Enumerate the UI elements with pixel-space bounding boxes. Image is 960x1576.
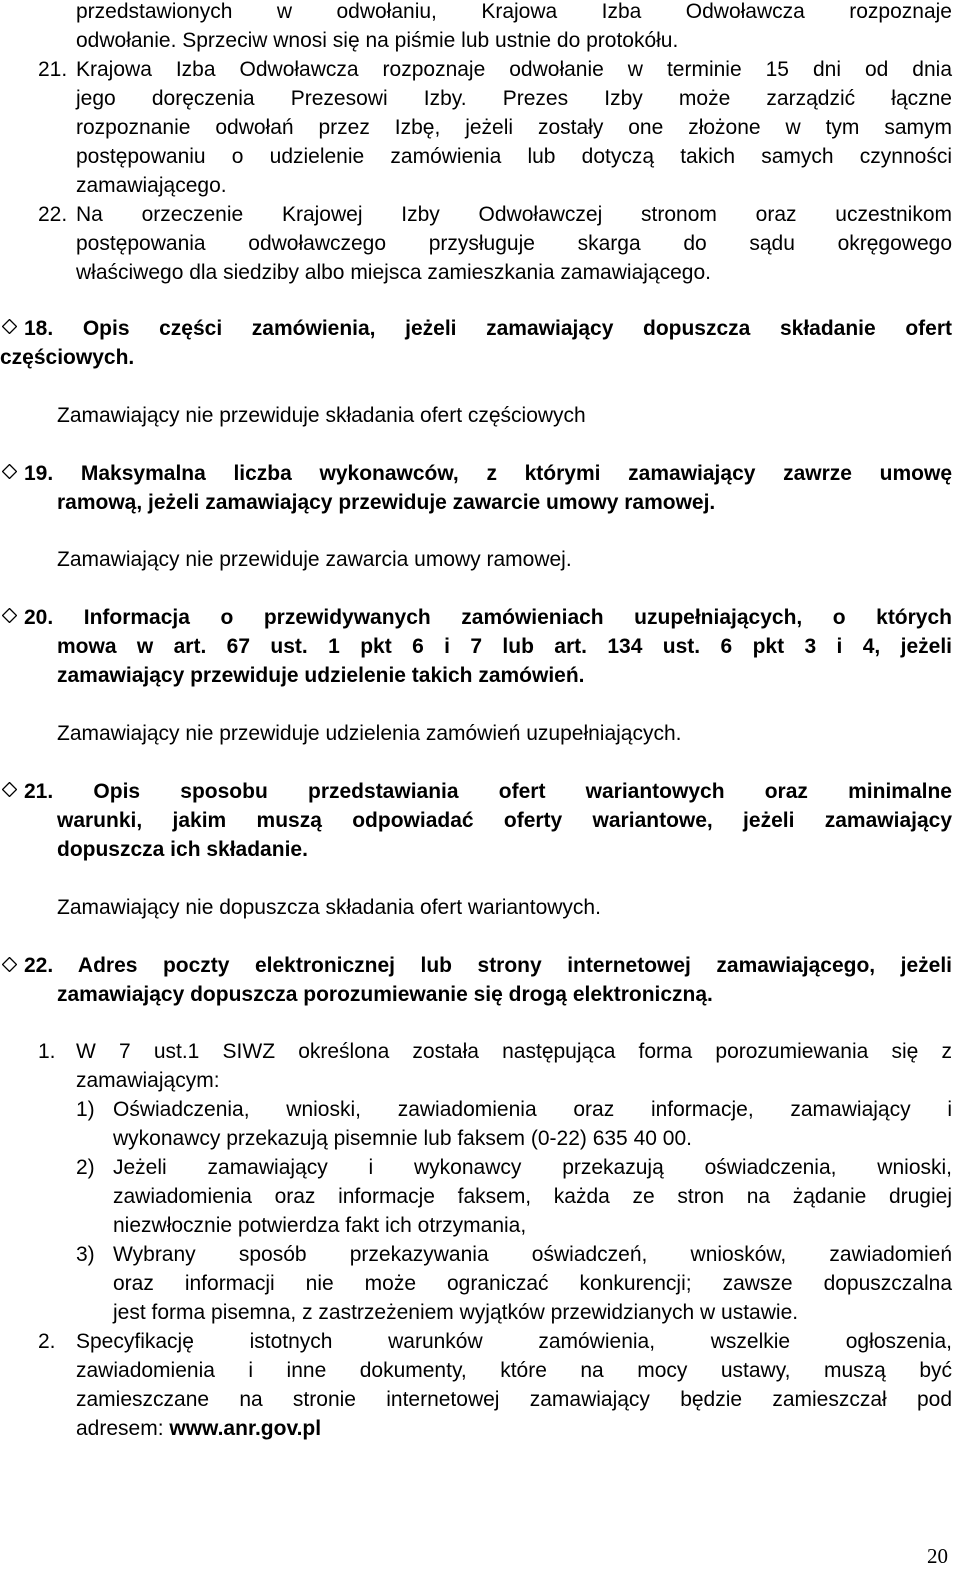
section-body: Zamawiający nie przewiduje zawarcia umowy ramowej.: [57, 548, 572, 571]
paragraph-line: postępowaniu o udzielenie zamówienia lub dotyczą takich samych czynności: [76, 145, 952, 168]
diamond-bullet-icon: [2, 464, 17, 479]
sublist-number: 3): [76, 1243, 95, 1266]
paragraph-line: Wybrany sposób przekazywania oświadczeń, wniosków, zawiadomień: [113, 1243, 952, 1266]
paragraph-line: właściwego dla siedziby albo miejsca zamieszkania zamawiającego.: [76, 261, 711, 284]
paragraph-line: Specyfikację istotnych warunków zamówienia, wszelkie ogłoszenia,: [76, 1330, 952, 1353]
section-body: Zamawiający nie przewiduje udzielenia zamówień uzupełniających.: [57, 722, 682, 745]
paragraph-line: Krajowa Izba Odwoławcza rozpoznaje odwołanie w terminie 15 dni od dnia: [76, 58, 952, 81]
section-heading: mowa w art. 67 ust. 1 pkt 6 i 7 lub art. 134 ust. 6 pkt 3 i 4, jeżeli: [57, 635, 952, 658]
section-heading: warunki, jakim muszą odpowiadać oferty wariantowe, jeżeli zamawiający: [57, 809, 952, 832]
paragraph-line: zawiadomienia i inne dokumenty, które na mocy ustawy, muszą być: [76, 1359, 952, 1382]
section-heading: 19. Maksymalna liczba wykonawców, z którymi zamawiający zawrze umowę: [24, 462, 952, 485]
section-heading: częściowych.: [0, 346, 135, 369]
paragraph-line: Na orzeczenie Krajowej Izby Odwoławczej stronom oraz uczestnikom: [76, 203, 952, 226]
paragraph-line: zamawiającym:: [76, 1069, 220, 1092]
paragraph-line: Oświadczenia, wnioski, zawiadomienia oraz informacje, zamawiający i: [113, 1098, 952, 1121]
paragraph-line: oraz informacji nie może ograniczać konkurencji; zawsze dopuszczalna: [113, 1272, 952, 1295]
section-body: Zamawiający nie dopuszcza składania ofert wariantowych.: [57, 896, 601, 919]
sublist-number: 2): [76, 1156, 95, 1179]
paragraph-line: W 7 ust.1 SIWZ określona została następująca forma porozumiewania się z: [76, 1040, 952, 1063]
paragraph-line: jego doręczenia Prezesowi Izby. Prezes Izby może zarządzić łączne: [76, 87, 952, 110]
list-number: 2.: [38, 1330, 56, 1353]
section-heading: dopuszcza ich składanie.: [57, 838, 308, 861]
paragraph-line: jest forma pisemna, z zastrzeżeniem wyjątków przewidzianych w ustawie.: [113, 1301, 799, 1324]
paragraph-line: przedstawionych w odwołaniu, Krajowa Izba Odwoławcza rozpoznaje: [76, 0, 952, 23]
list-number: 22.: [38, 203, 68, 226]
diamond-bullet-icon: [2, 957, 17, 972]
section-heading: 18. Opis części zamówienia, jeżeli zamawiający dopuszcza składanie ofert: [24, 317, 952, 340]
website-link[interactable]: www.anr.gov.pl: [169, 1417, 322, 1440]
diamond-bullet-icon: [2, 319, 17, 334]
sublist-number: 1): [76, 1098, 95, 1121]
page-number: 20: [927, 1544, 948, 1568]
paragraph-line: zamawiającego.: [76, 174, 227, 197]
paragraph-line: odwołanie. Sprzeciw wnosi się na piśmie lub ustnie do protokółu.: [76, 29, 679, 52]
section-heading: zamawiający dopuszcza porozumiewanie się drogą elektroniczną.: [57, 983, 713, 1006]
paragraph-line: Jeżeli zamawiający i wykonawcy przekazują oświadczenia, wnioski,: [113, 1156, 952, 1179]
section-heading: zamawiający przewiduje udzielenie takich zamówień.: [57, 664, 585, 687]
address-label: adresem:: [76, 1417, 170, 1440]
section-heading: 22. Adres poczty elektronicznej lub strony internetowej zamawiającego, jeżeli: [24, 954, 952, 977]
paragraph-line: zawiadomienia oraz informacje faksem, każda ze stron na żądanie drugiej: [113, 1185, 952, 1208]
section-heading: 20. Informacja o przewidywanych zamówieniach uzupełniających, o których: [24, 606, 952, 629]
paragraph-line: [76, 1414, 321, 1443]
diamond-bullet-icon: [2, 782, 17, 797]
list-number: 1.: [38, 1040, 56, 1063]
paragraph-line: zamieszczane na stronie internetowej zamawiający będzie zamieszczał pod: [76, 1388, 952, 1411]
section-heading: ramową, jeżeli zamawiający przewiduje zawarcie umowy ramowej.: [57, 491, 716, 514]
paragraph-line: rozpoznanie odwołań przez Izbę, jeżeli zostały one złożone w tym samym: [76, 116, 952, 139]
paragraph-line: wykonawcy przekazują pisemnie lub faksem (0-22) 635 40 00.: [113, 1127, 692, 1150]
diamond-bullet-icon: [2, 608, 17, 623]
section-body: Zamawiający nie przewiduje składania ofert częściowych: [57, 404, 586, 427]
list-number: 21.: [38, 58, 68, 81]
section-heading: 21. Opis sposobu przedstawiania ofert wariantowych oraz minimalne: [24, 780, 952, 803]
paragraph-line: niezwłocznie potwierdza fakt ich otrzymania,: [113, 1214, 527, 1237]
paragraph-line: postępowania odwoławczego przysługuje skarga do sądu okręgowego: [76, 232, 952, 255]
